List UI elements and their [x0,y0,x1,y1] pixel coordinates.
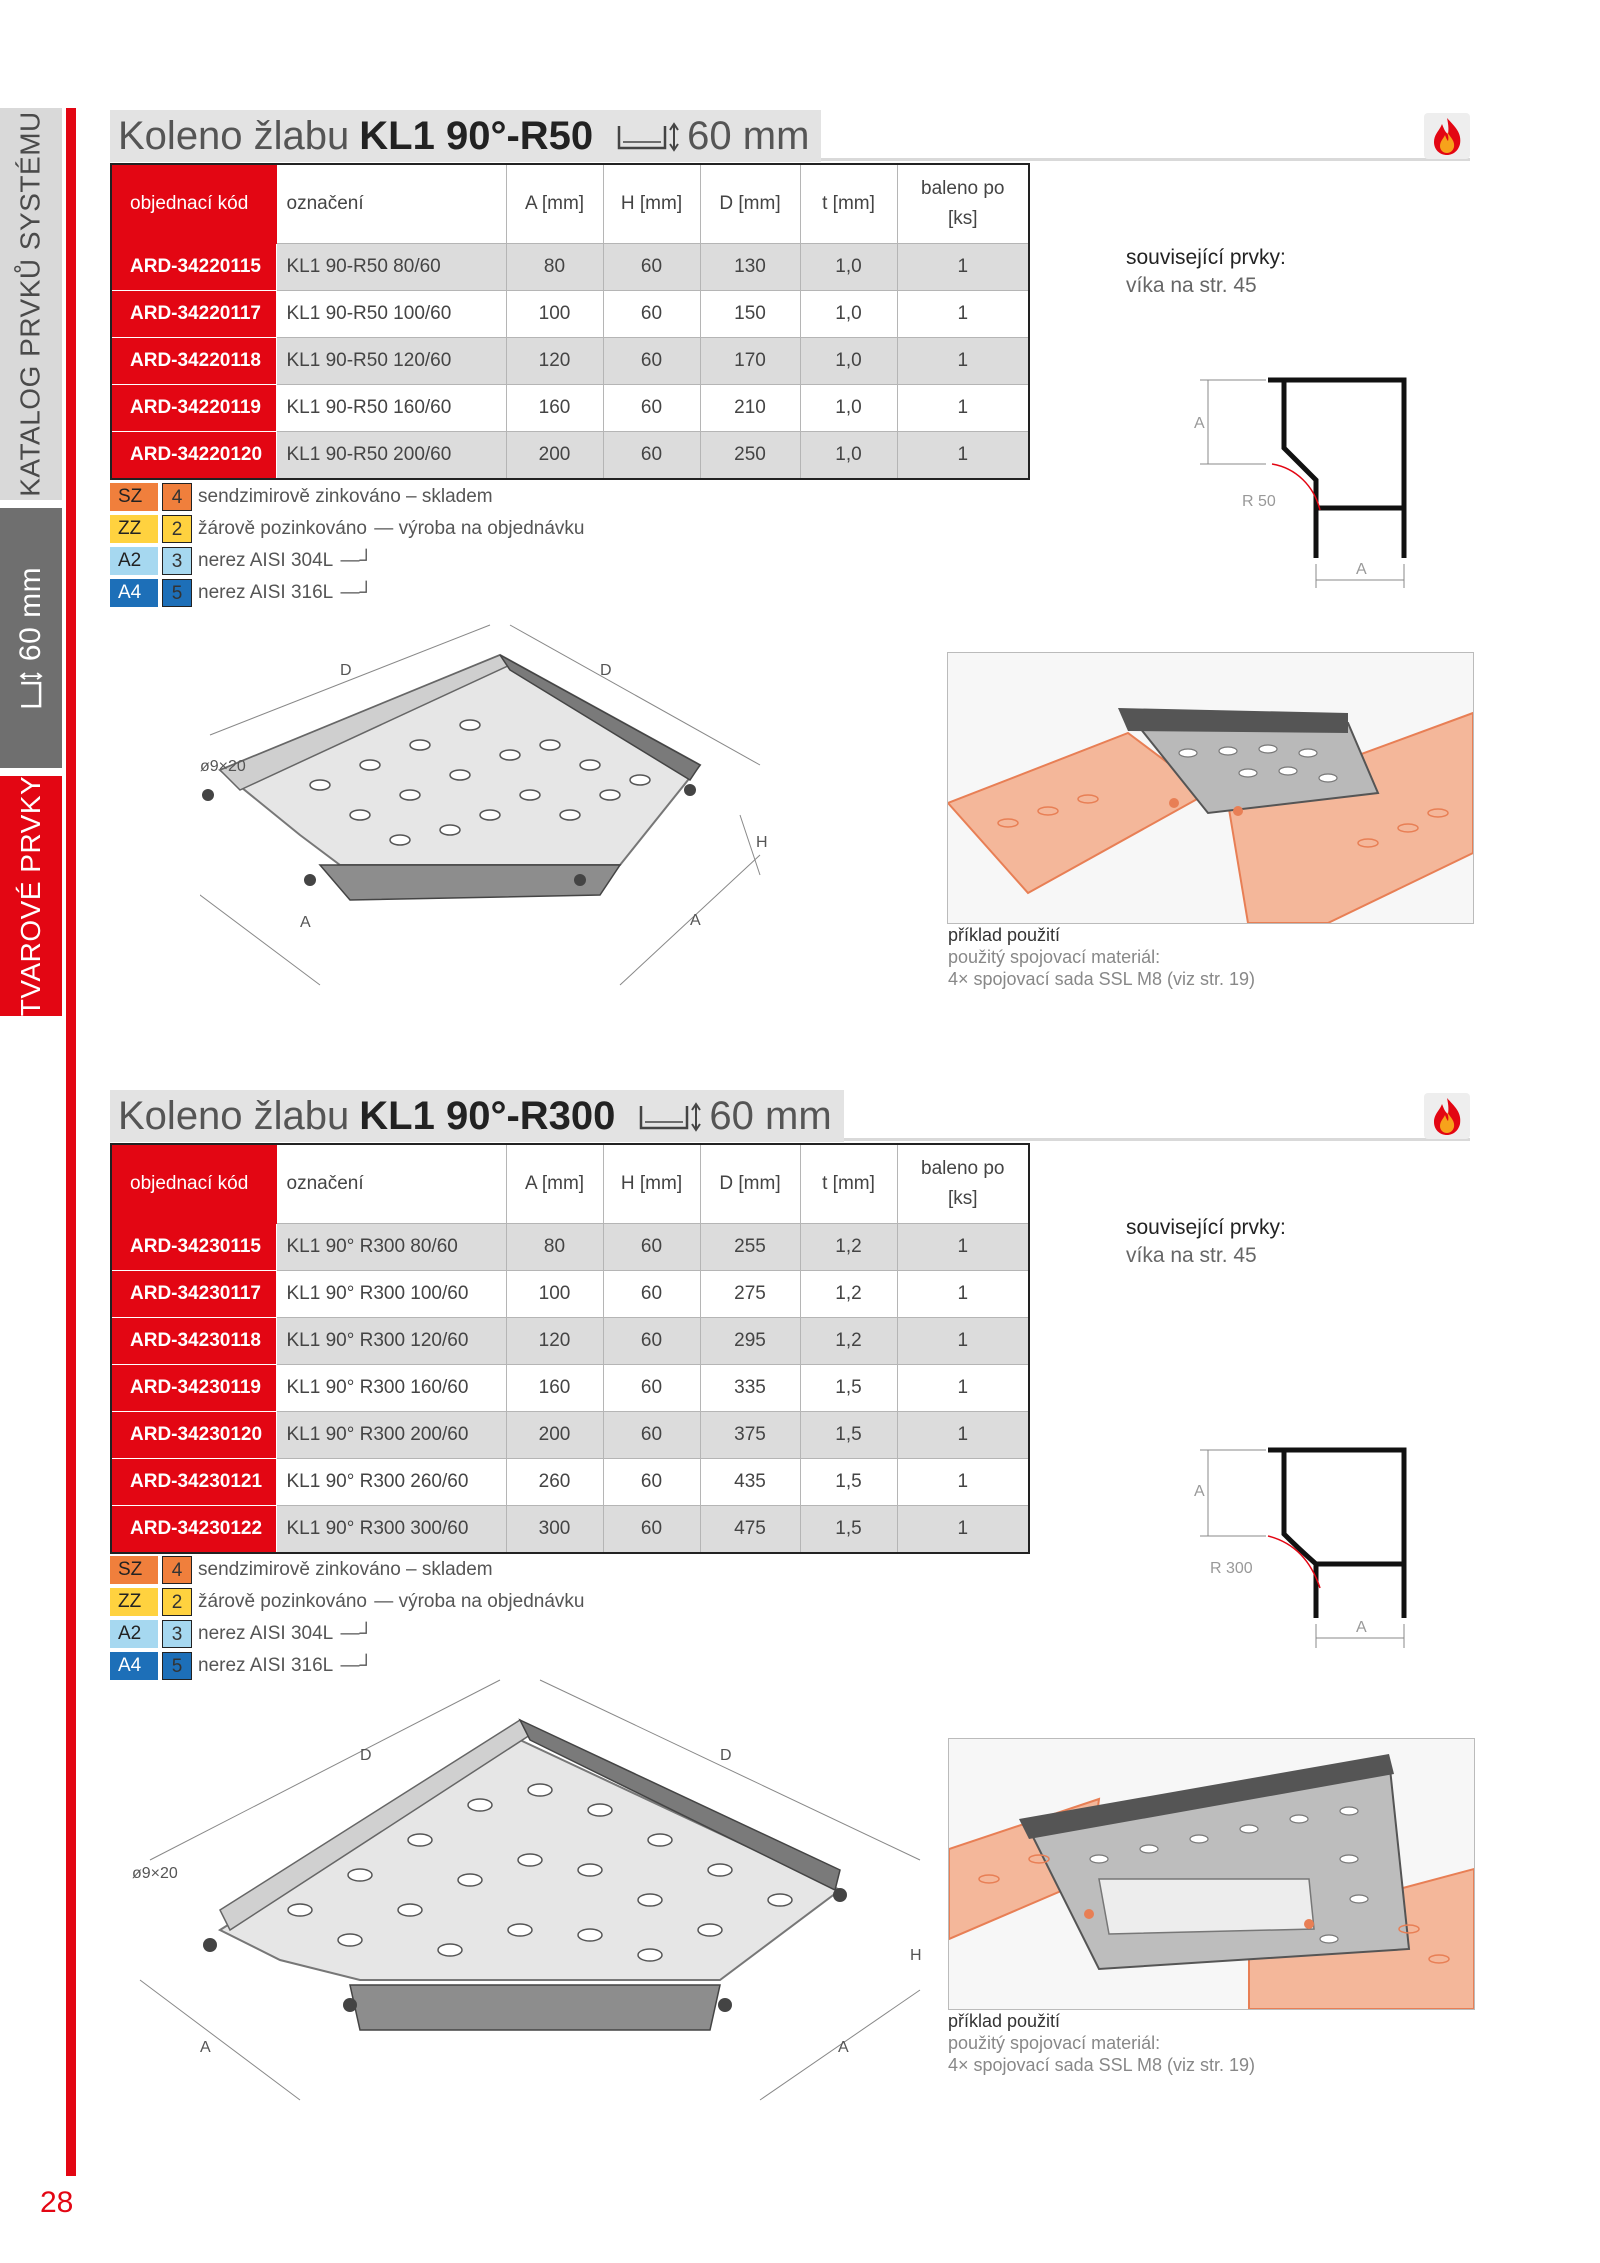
example-material-label: použitý spojovací materiál: [948,2033,1161,2053]
tray-profile-icon [615,118,681,154]
tray-profile-icon [637,1098,703,1134]
table-row [111,385,1029,432]
col-a: A [mm] [506,1144,603,1224]
dim-label-h: H [756,834,768,851]
cell-d: 375 [700,1412,800,1459]
legend-text: nerez AISI 304L [198,1623,334,1644]
cell-t: 1,0 [800,291,897,338]
cell-t: 1,0 [800,385,897,432]
cell-h: 60 [603,338,700,385]
cell-a: 160 [506,385,603,432]
cell-d: 150 [700,291,800,338]
cable-tray-photo-2 [949,1739,1474,2009]
sidebar-tab-shapes-label: TVAROVÉ PRVKY [15,775,46,1017]
table-row [111,1224,1029,1271]
sidebar-tab-catalog[interactable] [0,108,62,500]
hole-label: ø9×20 [132,1865,178,1882]
legend-item [110,481,584,513]
cell-a: 120 [506,338,603,385]
dim-label-a: A [1194,415,1205,432]
cell-t: 1,2 [800,1271,897,1318]
section-1-header [110,110,821,162]
cell-h: 60 [603,1506,700,1554]
legend-abbr: A4 [110,1652,158,1680]
section-1-title [110,110,821,162]
cell-a: 260 [506,1459,603,1506]
cell-t: 1,2 [800,1318,897,1365]
cell-name: KL1 90° R300 120/60 [276,1318,506,1365]
legend-num: 2 [162,515,192,543]
cell-name: KL1 90° R300 100/60 [276,1271,506,1318]
cell-a: 80 [506,244,603,291]
dim-label-d: D [720,1747,732,1764]
related-label: související prvky: [1126,1216,1286,1239]
cell-h: 60 [603,1271,700,1318]
legend-extra: výroba na objednávku [398,518,585,539]
legend-item: A4 5 nerez AISI 316L —┘ [110,1650,584,1682]
table-row [111,291,1029,338]
cell-pack: 1 [897,432,1029,480]
cell-code: ARD-34220118 [111,338,276,385]
legend-abbr: A4 [110,579,158,607]
usage-example-image-1 [947,652,1474,924]
usage-example-caption-2 [948,2010,1255,2076]
cell-a: 80 [506,1224,603,1271]
cell-name: KL1 90-R50 160/60 [276,385,506,432]
schematic-drawing-1 [1180,368,1420,598]
col-pack-line2: [ks] [947,208,978,229]
cell-code: ARD-34220117 [111,291,276,338]
cable-tray-photo-1 [948,653,1473,923]
cell-pack: 1 [897,244,1029,291]
cell-code: ARD-34230120 [111,1412,276,1459]
technical-drawing-2 [120,1660,940,2120]
cell-code: ARD-34230122 [111,1506,276,1554]
table-row [111,1318,1029,1365]
fire-icon [1430,1096,1464,1136]
col-code: objednací kód [111,164,276,244]
cell-d: 335 [700,1365,800,1412]
cell-t: 1,2 [800,1224,897,1271]
legend-text: sendzimirově zinkováno – skladem [198,1559,493,1580]
col-pack-line1: baleno po [921,178,1005,199]
dim-label-d: D [360,1747,372,1764]
col-d: D [mm] [700,1144,800,1224]
legend-item: ZZ 2 žárově pozinkováno — výroba na objednávku [110,1586,584,1618]
cell-a: 160 [506,1365,603,1412]
radius-label: R 50 [1242,493,1276,510]
col-name: označení [276,1144,506,1224]
table-row [111,1271,1029,1318]
section-2-title-prefix: Koleno žlabu [118,1093,350,1138]
cell-d: 250 [700,432,800,480]
table-row [111,432,1029,480]
legend-num: 4 [162,483,192,511]
section-2-title-size: 60 mm [709,1093,832,1138]
cell-h: 60 [603,1224,700,1271]
cell-code: ARD-34230119 [111,1365,276,1412]
col-a: A [mm] [506,164,603,244]
cell-d: 275 [700,1271,800,1318]
legend-abbr: SZ [110,483,158,511]
col-t: t [mm] [800,1144,897,1224]
legend-item: A4 5 nerez AISI 316L —┘ [110,577,584,609]
cell-h: 60 [603,291,700,338]
section-2-title-code: KL1 90°-R300 [359,1093,616,1138]
legend-abbr: A2 [110,547,158,575]
legend-text: žárově pozinkováno [198,518,367,539]
cell-h: 60 [603,1412,700,1459]
col-pack [897,164,1029,244]
fire-icon [1430,116,1464,156]
legend-num: 5 [162,1652,192,1680]
cell-h: 60 [603,385,700,432]
dim-label-a: A [838,2039,849,2056]
cell-a: 200 [506,432,603,480]
cell-d: 475 [700,1506,800,1554]
cell-t: 1,0 [800,432,897,480]
table-header-row [111,1144,1029,1224]
legend-item: A2 3 nerez AISI 304L —┘ [110,1618,584,1650]
legend-text: nerez AISI 316L [198,1655,334,1676]
usage-example-image-2 [948,1738,1475,2010]
section-1-title-size: 60 mm [687,113,810,158]
table-row [111,1412,1029,1459]
dim-label-d: D [600,662,612,679]
legend-item: A2 3 nerez AISI 304L —┘ [110,545,584,577]
col-pack-line2: [ks] [947,1188,978,1209]
cell-h: 60 [603,1318,700,1365]
cell-pack: 1 [897,1506,1029,1554]
sidebar-tab-size-label: 60 mm [14,566,47,662]
product-table-1 [110,163,1030,480]
cell-pack: 1 [897,1224,1029,1271]
cell-name: KL1 90-R50 100/60 [276,291,506,338]
dim-label-a: A [1194,1483,1205,1500]
cell-d: 130 [700,244,800,291]
cell-t: 1,5 [800,1365,897,1412]
cell-code: ARD-34220120 [111,432,276,480]
legend-num: 5 [162,579,192,607]
related-value[interactable]: víka na str. 45 [1126,274,1257,297]
example-material-value[interactable]: 4× spojovací sada SSL M8 (viz str. 19) [948,969,1255,989]
cell-name: KL1 90° R300 160/60 [276,1365,506,1412]
dim-label-a: A [690,912,701,929]
technical-drawing-1 [200,615,800,1010]
sidebar-tab-shapes[interactable] [0,776,62,1016]
cell-h: 60 [603,1365,700,1412]
fire-resistance-badge [1424,113,1470,159]
cell-t: 1,5 [800,1506,897,1554]
example-title: příklad použití [948,2011,1061,2031]
radius-label: R 300 [1210,1560,1253,1577]
sidebar-tab-size[interactable] [0,508,62,768]
legend-num: 3 [162,547,192,575]
cell-d: 170 [700,338,800,385]
cell-d: 435 [700,1459,800,1506]
related-value[interactable]: víka na str. 45 [1126,1244,1257,1267]
section-1-title-prefix: Koleno žlabu [118,113,350,158]
cell-a: 100 [506,1271,603,1318]
cell-h: 60 [603,432,700,480]
cell-code: ARD-34220115 [111,244,276,291]
col-name: označení [276,164,506,244]
legend-abbr: A2 [110,1620,158,1648]
cell-code: ARD-34230117 [111,1271,276,1318]
cell-a: 200 [506,1412,603,1459]
cell-d: 255 [700,1224,800,1271]
cell-name: KL1 90° R300 200/60 [276,1412,506,1459]
cell-a: 100 [506,291,603,338]
cell-h: 60 [603,244,700,291]
sidebar-tab-catalog-label: KATALOG PRVKŮ SYSTÉMU [15,111,47,497]
dim-label-a: A [1356,561,1367,578]
section-2-title [110,1090,844,1142]
dim-label-a: A [1356,1619,1367,1636]
cell-name: KL1 90° R300 80/60 [276,1224,506,1271]
legend-abbr: ZZ [110,1588,158,1616]
cell-a: 120 [506,1318,603,1365]
legend-num: 2 [162,1588,192,1616]
usage-example-caption-1 [948,924,1255,990]
schematic-drawing-2 [1180,1438,1420,1668]
legend-item: ZZ 2 žárově pozinkováno — výroba na objednávku [110,513,584,545]
cell-pack: 1 [897,291,1029,338]
product-table-2 [110,1143,1030,1554]
col-d: D [mm] [700,164,800,244]
table-row [111,1365,1029,1412]
cell-pack: 1 [897,1318,1029,1365]
cell-t: 1,5 [800,1412,897,1459]
dim-label-a: A [300,914,311,931]
cell-name: KL1 90-R50 200/60 [276,432,506,480]
related-items-2 [1126,1214,1286,1270]
legend-num: 3 [162,1620,192,1648]
table-row [111,1459,1029,1506]
col-pack [897,1144,1029,1224]
cell-h: 60 [603,1459,700,1506]
cell-t: 1,5 [800,1459,897,1506]
col-t: t [mm] [800,164,897,244]
cell-t: 1,0 [800,338,897,385]
legend-text: nerez AISI 304L [198,550,334,571]
legend-abbr: ZZ [110,515,158,543]
related-label: související prvky: [1126,246,1286,269]
legend-abbr: SZ [110,1556,158,1584]
example-material-value[interactable]: 4× spojovací sada SSL M8 (viz str. 19) [948,2055,1255,2075]
legend-text: sendzimirově zinkováno – skladem [198,486,493,507]
dim-label-a: A [200,2039,211,2056]
cell-a: 300 [506,1506,603,1554]
cell-pack: 1 [897,1271,1029,1318]
table-row [111,1506,1029,1554]
fire-resistance-badge [1424,1093,1470,1139]
cell-d: 210 [700,385,800,432]
cell-name: KL1 90° R300 260/60 [276,1459,506,1506]
table-row [111,244,1029,291]
cell-name: KL1 90° R300 300/60 [276,1506,506,1554]
section-1-title-code: KL1 90°-R50 [359,113,594,158]
material-legend-1 [110,481,584,609]
cell-pack: 1 [897,385,1029,432]
dim-label-h: H [910,1947,922,1964]
col-code: objednací kód [111,1144,276,1224]
tray-profile-icon [18,671,44,709]
legend-text: žárově pozinkováno [198,1591,367,1612]
example-material-label: použitý spojovací materiál: [948,947,1161,967]
legend-item [110,1554,584,1586]
hole-label: ø9×20 [200,758,246,775]
cell-name: KL1 90-R50 120/60 [276,338,506,385]
side-accent-bar [66,108,76,2176]
example-title: příklad použití [948,925,1061,945]
cell-code: ARD-34230115 [111,1224,276,1271]
legend-num: 4 [162,1556,192,1584]
col-h: H [mm] [603,1144,700,1224]
legend-text: nerez AISI 316L [198,582,334,603]
cell-name: KL1 90-R50 80/60 [276,244,506,291]
cell-code: ARD-34230121 [111,1459,276,1506]
page-number: 28 [40,2186,74,2219]
cell-pack: 1 [897,1365,1029,1412]
legend-extra: výroba na objednávku [398,1591,585,1612]
dim-label-d: D [340,662,352,679]
cell-d: 295 [700,1318,800,1365]
cell-pack: 1 [897,1459,1029,1506]
cell-t: 1,0 [800,244,897,291]
cell-code: ARD-34230118 [111,1318,276,1365]
related-items-1 [1126,244,1286,300]
table-header-row [111,164,1029,244]
section-2-header [110,1090,844,1142]
cell-pack: 1 [897,1412,1029,1459]
col-h: H [mm] [603,164,700,244]
cell-pack: 1 [897,338,1029,385]
table-row [111,338,1029,385]
col-pack-line1: baleno po [921,1158,1005,1179]
cell-code: ARD-34220119 [111,385,276,432]
